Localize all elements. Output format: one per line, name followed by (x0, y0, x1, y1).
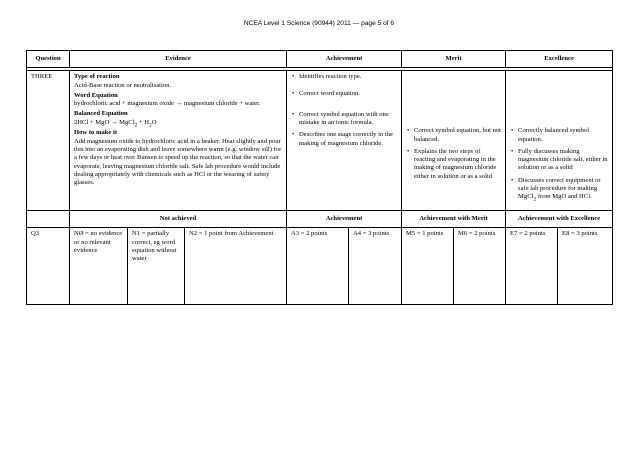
grade-not-achieved: Not achieved (70, 210, 287, 227)
question-three-label: THREE (31, 73, 53, 81)
q3-e7: E7 = 2 points (506, 228, 558, 305)
excellence-item (510, 177, 608, 204)
q3-m6: M6 = 2 points (454, 228, 506, 305)
excellence-cell (506, 71, 613, 211)
balanced-subscript: 2 (149, 122, 152, 129)
marking-schedule-table (26, 50, 613, 305)
balanced-subscript: 2 (134, 122, 138, 129)
column-header-row (27, 51, 613, 68)
excellence-item-text: Discusses correct equipment or safe lab procedure for making MgCl (518, 176, 601, 201)
type-heading: Type of reaction (74, 73, 120, 81)
make-text: Add magnesium oxide to hydrochloric acid in a beaker. Heat slightly and pour this into an evaporating dish and leave somewhere warm (e.g. window sill) for a few days or heat over Bunsen to speed up the reaction, so that the water can evaporate, leaving magnesium chloride salt. Safe lab procedure would include dealing appropriately with chemicals such as HCl or the wearing of safety glasses. (74, 137, 282, 187)
question-three-row (27, 71, 613, 211)
excellence-item: • Fully discusses making magnesium chloride salt, either in solution or as a solid (510, 148, 608, 173)
achievement-item: • Identifies reaction type. (291, 73, 397, 81)
balanced-part: O (151, 118, 157, 126)
balanced-equation (74, 110, 282, 129)
type-text: Acid-Base reaction or neutralisation. (74, 81, 172, 89)
excellence-item-text: from MgO and HCl. (536, 193, 592, 201)
grade-excellence: Achievement with Excellence (506, 210, 613, 227)
evidence-cell (70, 71, 287, 211)
word-text: hydrochloric acid + magnesium oxide → magnesium chloride + water. (74, 100, 261, 108)
question-label (27, 71, 70, 211)
grade-merit: Achievement with Merit (402, 210, 506, 227)
balanced-part: + H (137, 118, 150, 126)
col-excellence: Excellence (506, 51, 613, 68)
col-evidence: Evidence (70, 51, 287, 68)
word-equation (74, 92, 282, 109)
merit-item: • Explains the two steps of reacting and evaporating in the making of magnesium chloride either in solution or as a solid (406, 148, 501, 181)
type-of-reaction (74, 73, 282, 90)
achievement-item: • Correct symbol equation with one mistake in an ionic formula. (291, 111, 397, 128)
achievement-cell (287, 71, 402, 211)
balanced-text (74, 119, 282, 130)
page-header: NCEA Level 1 Science (90944) 2011 — page 5 of 6 (243, 20, 395, 27)
grade-achievement: Achievement (287, 210, 402, 227)
q3-n2: N2 = 1 point from Achievement (185, 228, 287, 305)
merit-cell (402, 71, 506, 211)
col-merit: Merit (402, 51, 506, 68)
q3-a4: A4 = 3 points (349, 228, 402, 305)
excellence-subscript: 2 (533, 196, 537, 203)
balanced-heading: Balanced Equation (74, 110, 128, 118)
col-achievement: Achievement (287, 51, 402, 68)
q3-a3: A3 = 2 points (287, 228, 349, 305)
how-to-make-it (74, 129, 282, 187)
q3-n1: N1 = partially correct, eg word equation without water (128, 228, 185, 305)
achievement-item: • Correct word equation. (291, 90, 397, 98)
balanced-part: 2HCl + MgO → MgCl (74, 118, 135, 126)
word-heading: Word Equation (74, 91, 118, 99)
make-heading: How to make it (74, 129, 118, 137)
q3-e8: E8 = 3 points (558, 228, 613, 305)
q3-m5: M5 = 1 points (402, 228, 454, 305)
merit-item: • Correct symbol equation, but not balanced. (406, 127, 501, 144)
col-question: Question (27, 51, 70, 68)
grade-header-blank (27, 210, 70, 227)
grade-header-row (27, 210, 613, 227)
achievement-item: • Describes one stage correctly in the making of magnesium chloride. (291, 131, 397, 148)
excellence-item: • Correctly balanced symbol equation. (510, 127, 608, 144)
q3-n0: NØ = no evidence or no relevant evidence (70, 228, 128, 305)
q3-row (27, 228, 613, 305)
q3-label: Q3 (27, 228, 70, 305)
